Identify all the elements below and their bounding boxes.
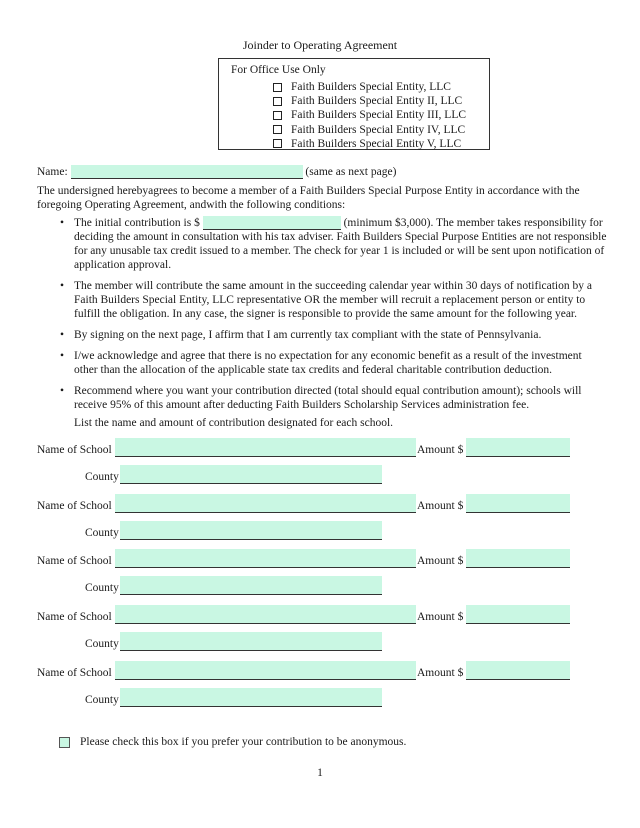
amount-input[interactable]: [466, 661, 570, 680]
condition-text: The initial contribution is $: [74, 217, 200, 229]
office-use-heading: For Office Use Only: [231, 64, 326, 76]
checkbox-icon[interactable]: [273, 111, 282, 120]
county-input[interactable]: [120, 521, 382, 540]
name-suffix: (same as next page): [305, 166, 397, 178]
entity-label: Faith Builders Special Entity II, LLC: [291, 95, 463, 108]
page-title: Joinder to Operating Agreement: [242, 38, 398, 52]
condition-text: By signing on the next page, I affirm that I am currently tax compliant with the state of Pennsylvania.: [74, 329, 542, 341]
school-entry: [0, 494, 640, 550]
school-name-input[interactable]: [115, 605, 416, 624]
entity-option[interactable]: [273, 123, 466, 137]
school-name-label: Name of School: [37, 444, 112, 456]
county-label: County: [85, 582, 119, 594]
bullet: •: [60, 280, 65, 292]
school-entry: [0, 549, 640, 605]
school-name-input[interactable]: [115, 494, 416, 513]
school-name-label: Name of School: [37, 500, 112, 512]
condition-item: [37, 328, 607, 342]
entity-option[interactable]: [273, 80, 466, 94]
entity-label: Faith Builders Special Entity V, LLC: [291, 137, 462, 150]
county-label: County: [85, 694, 119, 706]
condition-note: List the name and amount of contribution designated for each school.: [74, 417, 394, 429]
checkbox-icon[interactable]: [273, 139, 282, 148]
anonymous-option[interactable]: [59, 735, 406, 749]
amount-label: Amount $: [417, 444, 464, 456]
condition-text: I/we acknowledge and agree that there is no expectation for any economic benefit as a result of the investment other than the allocation of the applicable state tax credits and federal charitable contribution deduction.: [74, 350, 582, 376]
entity-option[interactable]: [273, 94, 466, 108]
school-name-input[interactable]: [115, 438, 416, 457]
office-use-box: [218, 58, 490, 150]
condition-item: [37, 384, 607, 430]
page-number: 1: [317, 767, 323, 779]
condition-item: [37, 216, 607, 272]
school-designations: [0, 438, 640, 718]
entity-label: Faith Builders Special Entity III, LLC: [291, 109, 467, 122]
entity-label: Faith Builders Special Entity IV, LLC: [291, 123, 466, 136]
school-name-label: Name of School: [37, 555, 112, 567]
initial-contribution-input[interactable]: [203, 216, 341, 230]
county-input[interactable]: [120, 688, 382, 707]
school-entry: [0, 605, 640, 661]
condition-item: [37, 349, 607, 377]
anonymous-label: Please check this box if you prefer your contribution to be anonymous.: [80, 736, 407, 748]
amount-input[interactable]: [466, 438, 570, 457]
county-label: County: [85, 471, 119, 483]
school-name-label: Name of School: [37, 611, 112, 623]
checkbox-icon[interactable]: [273, 83, 282, 92]
name-label: Name:: [37, 166, 68, 178]
intro-paragraph: The undersigned herebyagrees to become a member of a Faith Builders Special Purpose Entity in accordance with the foregoing Operating Agreement, andwith the following conditions:: [37, 185, 580, 211]
bullet: •: [60, 329, 65, 341]
condition-item: [37, 279, 607, 321]
anonymous-checkbox[interactable]: [59, 737, 70, 748]
amount-input[interactable]: [466, 605, 570, 624]
school-entry: [0, 438, 640, 494]
school-name-input[interactable]: [115, 549, 416, 568]
bullet: •: [60, 385, 65, 397]
entity-option[interactable]: [273, 137, 466, 151]
amount-label: Amount $: [417, 555, 464, 567]
entity-option[interactable]: [273, 108, 466, 122]
school-name-label: Name of School: [37, 667, 112, 679]
condition-text: The member will contribute the same amount in the succeeding calendar year within 30 days of notification by a Faith Builders Special Entity, LLC representative OR the member will recruit a replacement person or entity to fulfill the obligation. In any case, the signer is responsible to provide the same amount for the following year.: [74, 280, 592, 320]
amount-input[interactable]: [466, 494, 570, 513]
conditions-list: [37, 216, 607, 437]
county-label: County: [85, 527, 119, 539]
condition-text: (minimum $3,000). The member takes responsibility for deciding the amount in consultation with his tax adviser. Faith Builders Special Purpose Entities are not responsible for any unusable tax credit issued to a member. The check for year 1 is included or will be sent upon notification of application approval.: [74, 217, 607, 271]
condition-text: Recommend where you want your contribution directed (total should equal contribution amount); schools will receive 95% of this amount after deducting Faith Builders Scholarship Services administration fee.: [74, 385, 582, 411]
office-use-entity-list: [273, 80, 466, 151]
school-entry: [0, 661, 640, 717]
amount-label: Amount $: [417, 500, 464, 512]
bullet: •: [60, 350, 65, 362]
county-input[interactable]: [120, 632, 382, 651]
school-name-input[interactable]: [115, 661, 416, 680]
checkbox-icon[interactable]: [273, 97, 282, 106]
entity-label: Faith Builders Special Entity, LLC: [291, 81, 451, 94]
amount-input[interactable]: [466, 549, 570, 568]
amount-label: Amount $: [417, 667, 464, 679]
name-row: [37, 165, 396, 179]
county-input[interactable]: [120, 465, 382, 484]
county-label: County: [85, 638, 119, 650]
name-input[interactable]: [71, 165, 303, 179]
county-input[interactable]: [120, 576, 382, 595]
bullet: •: [60, 217, 65, 229]
checkbox-icon[interactable]: [273, 125, 282, 134]
amount-label: Amount $: [417, 611, 464, 623]
